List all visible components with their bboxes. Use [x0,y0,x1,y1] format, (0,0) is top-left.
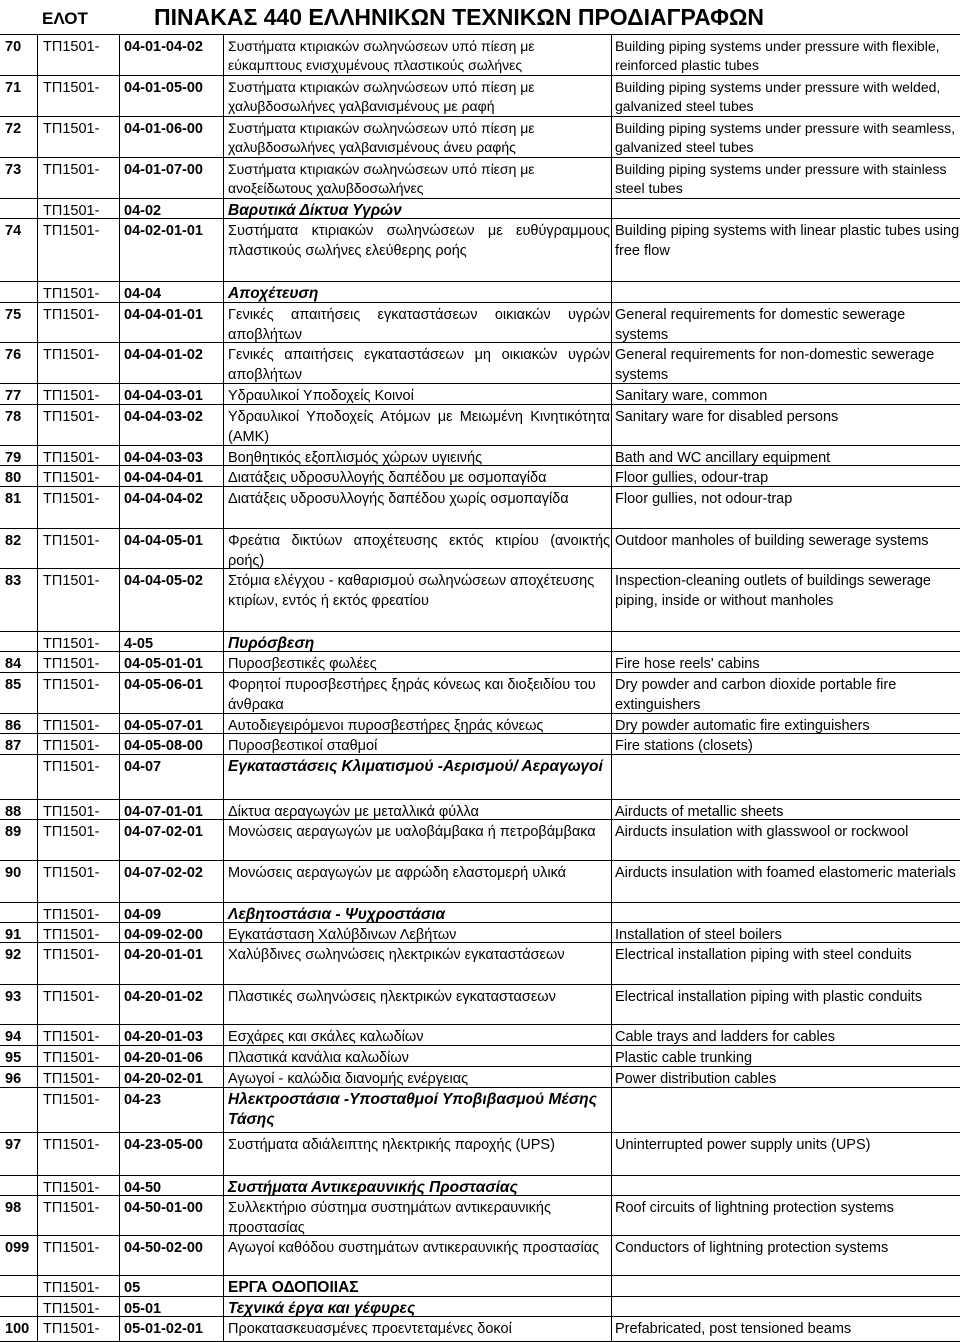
table-row [0,528,960,569]
spec-code: 04-05-01-01 [124,656,203,672]
greek-title: Πλαστικά κανάλια καλωδίων [228,1050,409,1066]
english-title: Building piping systems under pressure with seamless, galvanized steel tubes [615,120,956,155]
table-row [0,713,960,734]
row-number: 97 [5,1137,22,1153]
greek-title: Αυτοδιεγειρόμενοι πυροσβεστήρες ξηράς κόνεως [228,718,544,734]
table-row [0,1024,960,1046]
spec-code: 04-04 [124,286,162,302]
greek-title: Υδραυλικοί Υποδοχείς Κοινοί [228,388,414,404]
spec-prefix: ΤΠ1501- [43,1137,100,1153]
spec-code: 04-01-05-00 [124,80,203,96]
row-number: 95 [5,1050,22,1066]
greek-title: Γενικές απαιτήσεις εγκαταστάσεων οικιακών υγρών αποβλήτων [228,307,610,343]
spec-code: 04-23 [124,1092,162,1108]
row-number: 100 [5,1321,30,1337]
section-title: Λεβητοστάσια - Ψυχροστάσια [228,906,446,923]
english-title: Dry powder and carbon dioxide portable fire extinguishers [615,677,897,713]
greek-title: Γενικές απαιτήσεις εγκαταστάσεων μη οικιακών υγρών αποβλήτων [228,347,610,383]
spec-prefix: ΤΠ1501- [43,947,100,963]
spec-code: 04-05-07-01 [124,718,203,734]
section-row [0,1087,960,1133]
greek-title: Μονώσεις αεραγωγών με αφρώδη ελαστομερή υλικά [228,865,567,881]
spec-code: 04-01-07-00 [124,162,203,178]
english-title: Bath and WC ancillary equipment [615,450,831,466]
table-row [0,568,960,632]
english-title: Roof circuits of lightning protection systems [615,1200,894,1216]
table-row [0,342,960,384]
greek-title: Βοηθητικός εξοπλισμός χώρων υγιεινής [228,450,483,466]
row-number: 92 [5,947,22,963]
spec-code: 05-01 [124,1301,162,1317]
greek-title: Διατάξεις υδροσυλλογής δαπέδου με οσμοπαγίδα [228,470,547,486]
greek-title: Συστήματα κτιριακών σωληνώσεων υπό πίεση με χαλυβδοσωλήνες γαλβανισμένους άνευ ραφής [228,120,535,155]
greek-title: Αγωγοί - καλώδια διανομής ενέργειας [228,1071,469,1087]
spec-prefix: ΤΠ1501- [43,718,100,734]
section-title: ΕΡΓΑ ΟΔΟΠΟΙΙΑΣ [228,1279,359,1296]
spec-code: 04-07 [124,759,162,775]
greek-title: Συστήματα κτιριακών σωληνώσεων υπό πίεση με εύκαμπτους ενισχυμένους πλαστικούς σωλήνες [228,38,535,73]
english-title: Airducts of metallic sheets [615,804,784,820]
english-title: Floor gullies, odour-trap [615,470,769,486]
table-row [0,75,960,117]
table-row [0,819,960,861]
table-row [0,672,960,714]
spec-code: 04-02-01-01 [124,223,203,239]
spec-prefix: ΤΠ1501- [43,80,100,96]
english-title: Electrical installation piping with steel conduits [615,947,912,963]
spec-prefix: ΤΠ1501- [43,989,100,1005]
english-title: Outdoor manholes of building sewerage systems [615,533,929,549]
spec-prefix: ΤΠ1501- [43,409,100,425]
english-title: Building piping systems with linear plastic tubes using free flow [615,223,960,259]
greek-title: Αγωγοί καθόδου συστημάτων αντικεραυνικής προστασίας [228,1240,600,1256]
english-title: Plastic cable trunking [615,1050,753,1066]
spec-prefix: ΤΠ1501- [43,1280,100,1296]
greek-title: Συστήματα αδιάλειπτης ηλεκτρικής παροχής (UPS) [228,1137,555,1153]
section-row [0,1296,960,1317]
greek-title: Εγκατάσταση Χαλύβδινων Λεβήτων [228,927,457,943]
english-title: Dry powder automatic fire extinguishers [615,718,870,734]
greek-title: Φρεάτια δικτύων αποχέτευσης εκτός κτιρίου (ανοικτής ροής) [228,533,610,569]
spec-code: 04-04-04-01 [124,470,203,486]
spec-code: 04-05-06-01 [124,677,203,693]
spec-code: 04-04-03-03 [124,450,203,466]
row-number: 94 [5,1029,22,1045]
row-number: 74 [5,223,22,239]
spec-code: 04-50-02-00 [124,1240,203,1256]
row-number: 099 [5,1240,30,1256]
spec-prefix: ΤΠ1501- [43,286,100,302]
section-title: Συστήματα Αντικεραυνικής Προστασίας [228,1179,518,1196]
table-row [0,404,960,446]
table-row [0,1316,960,1342]
section-title: Εγκαταστάσεις Κλιματισμού -Αερισμού/ Αεραγωγοί [228,758,603,775]
greek-title: Συστήματα κτιριακών σωληνώσεων με ευθύγραμμους πλαστικούς σωλήνες ελεύθερης ροής [228,223,610,259]
table-row [0,922,960,943]
row-number: 84 [5,656,22,672]
table-row [0,486,960,529]
spec-code: 04-20-01-01 [124,947,203,963]
spec-prefix: ΤΠ1501- [43,1301,100,1317]
spec-code: 04-04-04-02 [124,491,203,507]
row-number: 85 [5,677,22,693]
section-title: Βαρυτικά Δίκτυα Υγρών [228,202,402,219]
greek-title: Προκατασκευασμένες προεντεταμένες δοκοί [228,1321,512,1337]
table-row [0,34,960,76]
spec-prefix: ΤΠ1501- [43,223,100,239]
english-title: Floor gullies, not odour-trap [615,491,793,507]
spec-prefix: ΤΠ1501- [43,677,100,693]
row-number: 91 [5,927,22,943]
spec-code: 04-50-01-00 [124,1200,203,1216]
spec-prefix: ΤΠ1501- [43,865,100,881]
greek-title: Δίκτυα αεραγωγών με μεταλλικά φύλλα [228,804,479,820]
row-number: 86 [5,718,22,734]
row-number: 76 [5,347,22,363]
spec-prefix: ΤΠ1501- [43,388,100,404]
spec-prefix: ΤΠ1501- [43,307,100,323]
section-title: Πυρόσβεση [228,635,315,652]
english-title: Building piping systems under pressure with welded, galvanized steel tubes [615,79,941,114]
spec-prefix: ΤΠ1501- [43,636,100,652]
greek-title: Συστήματα κτιριακών σωληνώσεων υπό πίεση με χαλυβδοσωλήνες γαλβανισμένους με ραφή [228,79,535,114]
table-row [0,302,960,343]
spec-code: 04-05-08-00 [124,738,203,754]
section-title: Ηλεκτροστάσια -Υποσταθμοί Υποβιβασμού Μέσης Τάσης [228,1091,597,1128]
english-title: Sanitary ware, common [615,388,768,404]
section-title: Τεχνικά έργα και γέφυρες [228,1300,416,1317]
row-number: 89 [5,824,22,840]
row-number: 98 [5,1200,22,1216]
section-row [0,281,960,303]
spec-prefix: ΤΠ1501- [43,347,100,363]
spec-code: 04-20-01-02 [124,989,203,1005]
spec-code: 04-20-01-03 [124,1029,203,1045]
section-row [0,198,960,219]
english-title: Prefabricated, post tensioned beams [615,1321,852,1337]
spec-code: 04-09-02-00 [124,927,203,943]
spec-code: 04-01-06-00 [124,121,203,137]
greek-title: Πυροσβεστικές φωλέες [228,656,377,672]
greek-title: Φορητοί πυροσβεστήρες ξηράς κόνεως και διοξειδίου του άνθρακα [228,677,596,713]
table-row [0,860,960,903]
english-title: Building piping systems under pressure with flexible, reinforced plastic tubes [615,38,940,73]
table-row [0,1045,960,1067]
english-title: Sanitary ware for disabled persons [615,409,839,425]
english-title: Power distribution cables [615,1071,777,1087]
spec-prefix: ΤΠ1501- [43,927,100,943]
spec-code: 04-07-01-01 [124,804,203,820]
row-number: 80 [5,470,22,486]
section-row [0,754,960,800]
spec-code: 4-05 [124,636,154,652]
table-row [0,984,960,1025]
english-title: Fire hose reels' cabins [615,656,760,672]
english-title: Installation of steel boilers [615,927,782,943]
table-row [0,116,960,158]
english-title: Fire stations (closets) [615,738,753,754]
row-number: 81 [5,491,22,507]
spec-prefix: ΤΠ1501- [43,907,100,923]
spec-prefix: ΤΠ1501- [43,39,100,55]
row-number: 70 [5,39,22,55]
table-row [0,1132,960,1176]
english-title: Uninterrupted power supply units (UPS) [615,1137,871,1153]
spec-code: 04-04-01-02 [124,347,203,363]
spec-prefix: ΤΠ1501- [43,1200,100,1216]
table-row [0,651,960,673]
spec-prefix: ΤΠ1501- [43,738,100,754]
row-number: 71 [5,80,22,96]
table-row [0,218,960,282]
spec-code: 04-20-01-06 [124,1050,203,1066]
greek-title: Μονώσεις αεραγωγών με υαλοβάμβακα ή πετροβάμβακα [228,824,596,840]
section-row [0,902,960,923]
row-number: 83 [5,573,22,589]
row-number: 96 [5,1071,22,1087]
greek-title: Συλλεκτήριο σύστημα συστημάτων αντικεραυνικής προστασίας [228,1200,551,1236]
spec-prefix: ΤΠ1501- [43,759,100,775]
spec-code: 05-01-02-01 [124,1321,203,1337]
spec-code: 04-04-05-01 [124,533,203,549]
spec-code: 04-04-03-02 [124,409,203,425]
row-number: 72 [5,121,22,137]
row-number: 79 [5,450,22,466]
table-row [0,465,960,487]
table-row [0,799,960,820]
row-number: 88 [5,804,22,820]
spec-prefix: ΤΠ1501- [43,470,100,486]
spec-prefix: ΤΠ1501- [43,1240,100,1256]
spec-prefix: ΤΠ1501- [43,533,100,549]
spec-prefix: ΤΠ1501- [43,162,100,178]
table-row [0,157,960,199]
section-row [0,1275,960,1297]
row-number: 73 [5,162,22,178]
spec-code: 04-04-01-01 [124,307,203,323]
table-row [0,733,960,755]
spec-code: 04-02 [124,203,162,219]
row-number: 77 [5,388,22,404]
spec-code: 04-04-03-01 [124,388,203,404]
spec-prefix: ΤΠ1501- [43,1071,100,1087]
row-number: 82 [5,533,22,549]
row-number: 93 [5,989,22,1005]
row-number: 78 [5,409,22,425]
elot-heading: ΕΛΟΤ [42,9,88,28]
spec-prefix: ΤΠ1501- [43,804,100,820]
row-number: 75 [5,307,22,323]
spec-code: 04-07-02-02 [124,865,203,881]
spec-prefix: ΤΠ1501- [43,1029,100,1045]
spec-prefix: ΤΠ1501- [43,1180,100,1196]
greek-title: Πλαστικές σωληνώσεις ηλεκτρικών εγκαταστασεων [228,989,556,1005]
english-title: Airducts insulation with foamed elastomeric materials [615,865,956,881]
spec-code: 04-07-02-01 [124,824,203,840]
greek-title: Διατάξεις υδροσυλλογής δαπέδου χωρίς οσμοπαγίδα [228,491,569,507]
row-number: 87 [5,738,22,754]
english-title: Electrical installation piping with plastic conduits [615,989,923,1005]
table-header [0,0,960,35]
greek-title: Συστήματα κτιριακών σωληνώσεων υπό πίεση με ανοξείδωτους χαλυβδοσωλήνες [228,161,535,196]
spec-code: 04-04-05-02 [124,573,203,589]
spec-code: 04-50 [124,1180,162,1196]
english-title: Cable trays and ladders for cables [615,1029,836,1045]
english-title: Conductors of lightning protection systems [615,1240,889,1256]
greek-title: Πυροσβεστικοί σταθμοί [228,738,378,754]
greek-title: Υδραυλικοί Υποδοχείς Ατόμων με Μειωμένη Κινητικότητα (ΑΜΚ) [228,409,610,445]
table-row [0,383,960,405]
page-title: ΠΙΝΑΚΑΣ 440 ΕΛΛΗΝΙΚΩΝ ΤΕΧΝΙΚΩΝ ΠΡΟΔΙΑΓΡΑΦΩΝ [154,4,764,30]
table-row [0,1235,960,1276]
english-title: General requirements for domestic sewerage systems [615,307,906,343]
table-row [0,445,960,466]
spec-prefix: ΤΠ1501- [43,121,100,137]
spec-prefix: ΤΠ1501- [43,573,100,589]
spec-code: 04-01-04-02 [124,39,203,55]
spec-prefix: ΤΠ1501- [43,450,100,466]
spec-prefix: ΤΠ1501- [43,203,100,219]
spec-code: 04-09 [124,907,162,923]
english-title: General requirements for non-domestic sewerage systems [615,347,935,383]
english-title: Inspection-cleaning outlets of buildings sewerage piping, inside or without manholes [615,573,931,609]
section-row [0,1175,960,1196]
table-row [0,942,960,985]
table-row [0,1066,960,1088]
spec-prefix: ΤΠ1501- [43,491,100,507]
greek-title: Χαλύβδινες σωληνώσεις ηλεκτρικών εγκαταστάσεων [228,947,565,963]
spec-code: 05 [124,1280,141,1296]
english-title: Airducts insulation with glasswool or rockwool [615,824,909,840]
spec-prefix: ΤΠ1501- [43,656,100,672]
spec-prefix: ΤΠ1501- [43,824,100,840]
row-number: 90 [5,865,22,881]
spec-prefix: ΤΠ1501- [43,1321,100,1337]
table-row [0,1195,960,1236]
section-title: Αποχέτευση [228,285,319,302]
english-title: Building piping systems under pressure with stainless steel tubes [615,161,947,196]
spec-code: 04-23-05-00 [124,1137,203,1153]
greek-title: Εσχάρες και σκάλες καλωδίων [228,1029,424,1045]
spec-prefix: ΤΠ1501- [43,1050,100,1066]
greek-title: Στόμια ελέγχου - καθαρισμού σωληνώσεων αποχέτευσης κτιρίων, εντός ή εκτός φρεατίου [228,573,595,609]
spec-prefix: ΤΠ1501- [43,1092,100,1108]
spec-code: 04-20-02-01 [124,1071,203,1087]
section-row [0,631,960,652]
